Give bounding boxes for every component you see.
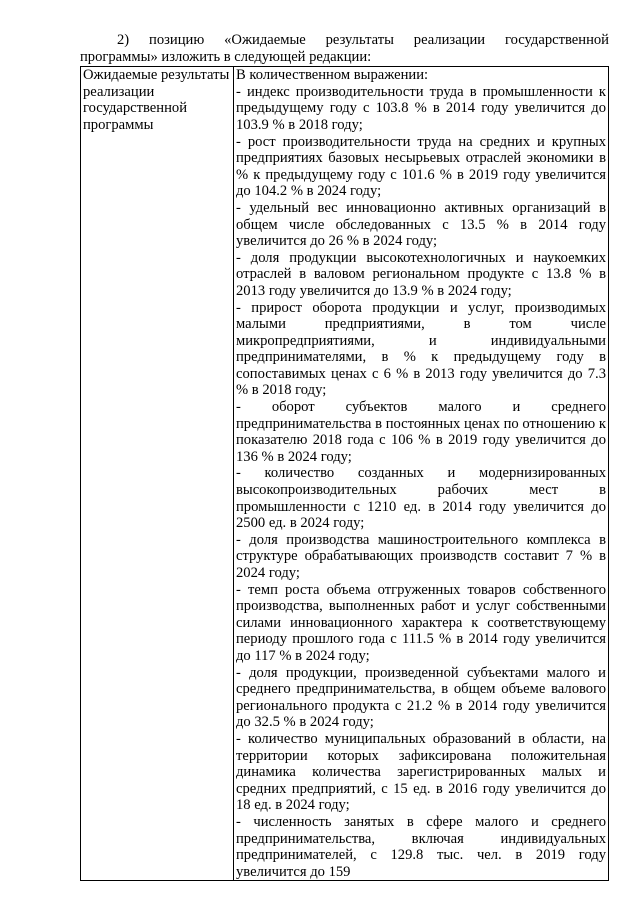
result-item-8: - доля производства машиностроительного комплекса в структуре обрабатывающих производств составит 7 % в 2024 году; (236, 531, 606, 581)
result-item-7: - количество созданных и модернизированных высокопроизводительных рабочих мест в промышленности с 1210 ед. в 2014 году увеличится до 2500 ед. в 2024 году; (236, 465, 606, 532)
result-item-2: - рост производительности труда на средних и крупных предприятиях базовых несырьевых отраслей экономики в % к предыдущему году с 101.6 % в 2019 году увеличится до 104.2 % в 2024 году; (236, 133, 606, 200)
intro-paragraph: 2) позицию «Ожидаемые результаты реализации государственной программы» изложить в следующей редакции: (80, 32, 609, 65)
program-results-table (80, 66, 609, 881)
quantitative-heading: В количественном выражении: (236, 67, 429, 84)
result-item-6: - оборот субъектов малого и среднего предпринимательства в постоянных ценах по отношению к показателю 2018 года с 106 % в 2019 году увеличится до 136 % в 2024 году; (236, 399, 606, 465)
result-item-12: - численность занятых в сфере малого и среднего предпринимательства, включая индивидуальных предпринимателей, с 129.8 тыс. чел. в 2019 году увеличится до 159 (236, 813, 606, 880)
result-item-4: - доля продукции высокотехнологичных и наукоемких отраслей в валовом региональном продукте с 13.8 % в 2013 году увеличится до 13.9 % в 2024 году; (236, 249, 606, 299)
result-item-11: - количество муниципальных образований в области, на территории которых зафиксирована положительная динамика количества зарегистрированных малых и средних предприятий, с 15 ед. в 2016 году увеличится до 18 ед. в 2024 году; (236, 730, 606, 814)
result-item-9: - темп роста объема отгруженных товаров собственного производства, выполненных работ и услуг собственными силами инновационного характера к соответствующему периоду прошлого года с 111.5 % в 2014 году увеличится до 117 % в 2024 году; (236, 581, 606, 664)
result-item-5: - прирост оборота продукции и услуг, производимых малыми предприятиями, в том числе микропредприятиями, и индивидуальными предпринимателями, в % к предыдущему году в сопоставимых ценах с 6 % в 2013 году увеличится до 7.3 % в 2018 году; (236, 299, 606, 399)
table-row (81, 67, 609, 881)
row-label-cell: Ожидаемые результаты реализации государственной программы (81, 67, 234, 881)
document-page (80, 32, 609, 881)
result-item-1: - индекс производительности труда в промышленности к предыдущему году с 103.8 % в 2014 году увеличится до 103.9 % в 2018 году; (236, 83, 606, 133)
result-item-3: - удельный вес инновационно активных организаций в общем числе обследованных с 13.5 % в 2014 году увеличится до 26 % в 2024 году; (236, 199, 606, 250)
row-content-cell (234, 67, 609, 881)
result-item-10: - доля продукции, произведенной субъектами малого и среднего предпринимательства, в общем объеме валового регионального продукта с 21.2 % в 2014 году увеличится до 32.5 % в 2024 году; (236, 664, 606, 731)
